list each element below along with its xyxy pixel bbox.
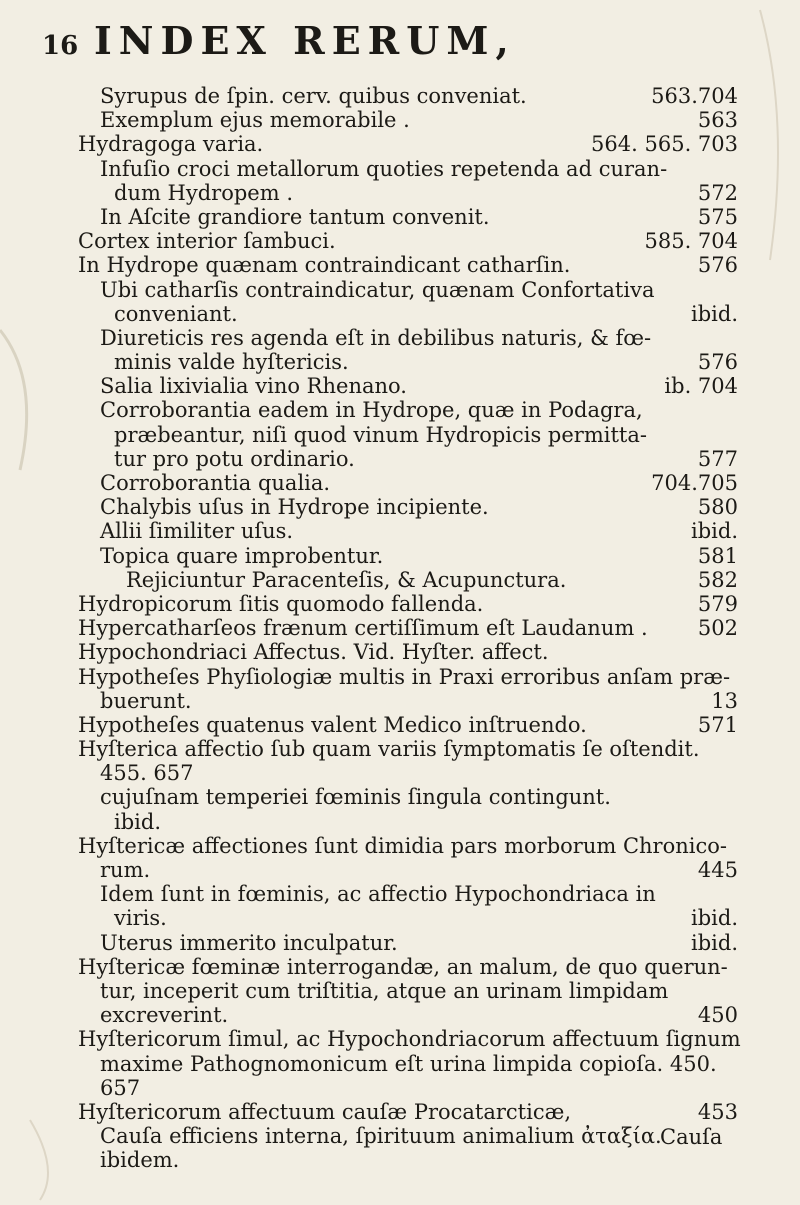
index-line — [78, 1076, 738, 1100]
page-reference: ibid. — [691, 301, 738, 326]
entry-text: Ubi catharſis contraindicatur, quænam Confortativa — [100, 277, 655, 302]
entry-text: Diureticis res agenda eſt in debilibus naturis, & fœ- — [100, 325, 652, 350]
index-line — [78, 84, 738, 108]
page-reference: 571 — [697, 712, 738, 737]
entry-text: Hypotheſes Phyſiologiæ multis in Praxi erroribus anſam præ- — [78, 664, 731, 689]
index-line — [78, 834, 738, 858]
index-line — [78, 495, 738, 519]
running-title: INDEX RERUM, — [94, 18, 516, 63]
page-reference: 580 — [697, 495, 738, 520]
catchword: Cauſa — [660, 1125, 723, 1149]
entry-text: Hypercatharſeos frænum certiſſimum eſt Laudanum . — [78, 616, 648, 641]
entry-text: Idem ſunt in fœminis, ac affectio Hypochondriaca in — [100, 882, 656, 907]
index-line — [78, 858, 738, 882]
page-reference: 576 — [697, 350, 738, 375]
index-entries — [78, 84, 741, 1173]
entry-text: Hydragoga varia. — [78, 132, 264, 157]
index-line — [78, 181, 738, 205]
index-line — [78, 737, 738, 761]
entry-text: Exemplum ejus memorabile . — [100, 108, 410, 133]
entry-text: præbeantur, niſi quod vinum Hydropicis permitta- — [114, 422, 647, 447]
entry-text: Hyſtericæ affectiones ſunt dimidia pars morborum Chronico- — [78, 833, 727, 858]
entry-text: minis valde hyſtericis. — [114, 350, 349, 375]
index-line — [78, 398, 738, 422]
index-line — [78, 785, 738, 809]
entry-text: viris. — [114, 906, 167, 931]
index-line — [78, 568, 738, 592]
index-line — [78, 640, 738, 664]
index-line — [78, 326, 738, 350]
index-line — [78, 1027, 741, 1052]
entry-text: 657 — [100, 1075, 141, 1100]
index-line — [78, 665, 738, 689]
entry-text: Uterus immerito inculpatur. — [100, 930, 398, 955]
entry-text: excreverint. — [100, 1003, 229, 1028]
page-reference: 13 — [711, 688, 738, 713]
page-reference: ib. 704 — [664, 374, 738, 399]
entry-text: tur pro potu ordinario. — [114, 446, 355, 471]
entry-text: Allii ſimiliter uſus. — [100, 519, 294, 544]
page-reference: 450 — [697, 1003, 738, 1028]
page-reference: 572 — [697, 180, 738, 205]
entry-text: rum. — [100, 858, 151, 882]
entry-text: conveniant. — [114, 301, 238, 326]
page-reference: ibid. — [691, 519, 738, 544]
page-reference: 577 — [697, 446, 738, 471]
entry-text: Infuſio croci metallorum quoties repetenda ad curan- — [100, 156, 668, 181]
page-reference: 704.705 — [651, 471, 738, 495]
index-line — [78, 1052, 738, 1076]
index-line — [78, 931, 738, 955]
entry-text: Hydropicorum ſitis quomodo fallenda. — [78, 591, 484, 616]
page-reference: 581 — [697, 543, 738, 568]
entry-text: In Aſcite grandiore tantum convenit. — [100, 204, 490, 229]
index-line — [78, 1124, 738, 1148]
index-line — [78, 108, 738, 132]
index-line — [78, 350, 738, 374]
page-number: 16 — [42, 31, 79, 61]
page-reference: 582 — [697, 567, 738, 592]
entry-text: maxime Pathognomonicum eſt urina limpida copioſa. 450. — [100, 1051, 717, 1076]
page-reference: 453 — [697, 1099, 738, 1124]
index-line — [78, 157, 738, 181]
index-line — [78, 1100, 738, 1124]
entry-text: ibidem. — [100, 1148, 180, 1173]
page-reference: 576 — [697, 253, 738, 278]
entry-text: Syrupus de ſpin. cerv. quibus conveniat. — [100, 84, 527, 108]
entry-text: cujuſnam temperiei fœminis ſingula contingunt. — [100, 785, 611, 810]
index-line — [78, 1003, 738, 1027]
page-reference: 445 — [697, 858, 738, 882]
entry-text: ibid. — [114, 809, 161, 834]
index-line — [78, 253, 738, 277]
page-header — [42, 18, 742, 63]
index-line — [78, 302, 738, 326]
entry-text: Hypotheſes quatenus valent Medico inſtruendo. — [78, 712, 587, 737]
entry-text: Hypochondriaci Affectus. Vid. Hyſter. affect. — [78, 640, 549, 665]
page-reference: 563.704 — [651, 84, 738, 108]
page-reference: 585. 704 — [644, 229, 738, 254]
entry-text: Corroborantia eadem in Hydrope, quæ in Podagra, — [100, 398, 643, 423]
index-line — [78, 906, 738, 930]
page-reference: ibid. — [691, 906, 738, 931]
index-line — [78, 278, 738, 302]
entry-text: Hyſterica affectio ſub quam variis ſymptomatis ſe oſtendit. — [78, 737, 700, 762]
index-line — [78, 205, 738, 229]
entry-text: tur, inceperit cum triſtitia, atque an urinam limpidam — [100, 978, 669, 1003]
index-line — [78, 713, 738, 737]
index-line — [78, 519, 738, 543]
index-line — [78, 955, 738, 979]
page-reference: ibid. — [691, 930, 738, 955]
entry-text: Rejiciuntur Paracenteſis, & Acupunctura. — [126, 567, 567, 592]
index-line — [78, 447, 738, 471]
entry-text: dum Hydropem . — [114, 180, 293, 205]
page-reference: 564. 565. 703 — [591, 132, 738, 157]
index-line — [78, 810, 738, 834]
page-reference: 563 — [697, 108, 738, 133]
index-line — [78, 689, 738, 713]
page-reference: 502 — [697, 616, 738, 641]
index-line — [78, 882, 738, 906]
index-line — [78, 423, 738, 447]
index-line — [78, 544, 738, 568]
entry-text: In Hydrope quænam contraindicant catharſin. — [78, 253, 571, 278]
index-line — [78, 616, 738, 640]
index-line — [78, 471, 738, 495]
index-line — [78, 374, 738, 398]
entry-text: Hyſtericorum affectuum cauſæ Procatarcticæ, — [78, 1099, 572, 1124]
entry-text: 455. 657 — [100, 761, 194, 786]
index-line — [78, 1148, 738, 1172]
index-line — [78, 229, 738, 253]
page-reference: 575 — [697, 204, 738, 229]
index-line — [78, 592, 738, 616]
entry-text: Corroborantia qualia. — [100, 471, 331, 495]
entry-text: Hyſtericæ fœminæ interrogandæ, an malum, de quo querun- — [78, 954, 728, 979]
entry-text: Topica quare improbentur. — [100, 543, 384, 568]
page-reference: 579 — [697, 591, 738, 616]
entry-text: buerunt. — [100, 688, 192, 713]
entry-text: Salia lixivialia vino Rhenano. — [100, 374, 407, 399]
index-line — [78, 979, 738, 1003]
entry-text: Hyſtericorum ſimul, ac Hypochondriacorum affectuum ſignum — [78, 1027, 741, 1052]
index-line — [78, 132, 738, 156]
index-line — [78, 761, 738, 785]
entry-text: Chalybis uſus in Hydrope incipiente. — [100, 495, 489, 520]
entry-text: Cauſa efficiens interna, ſpirituum animalium ἀταξία. — [100, 1124, 662, 1149]
entry-text: Cortex interior ſambuci. — [78, 229, 336, 254]
